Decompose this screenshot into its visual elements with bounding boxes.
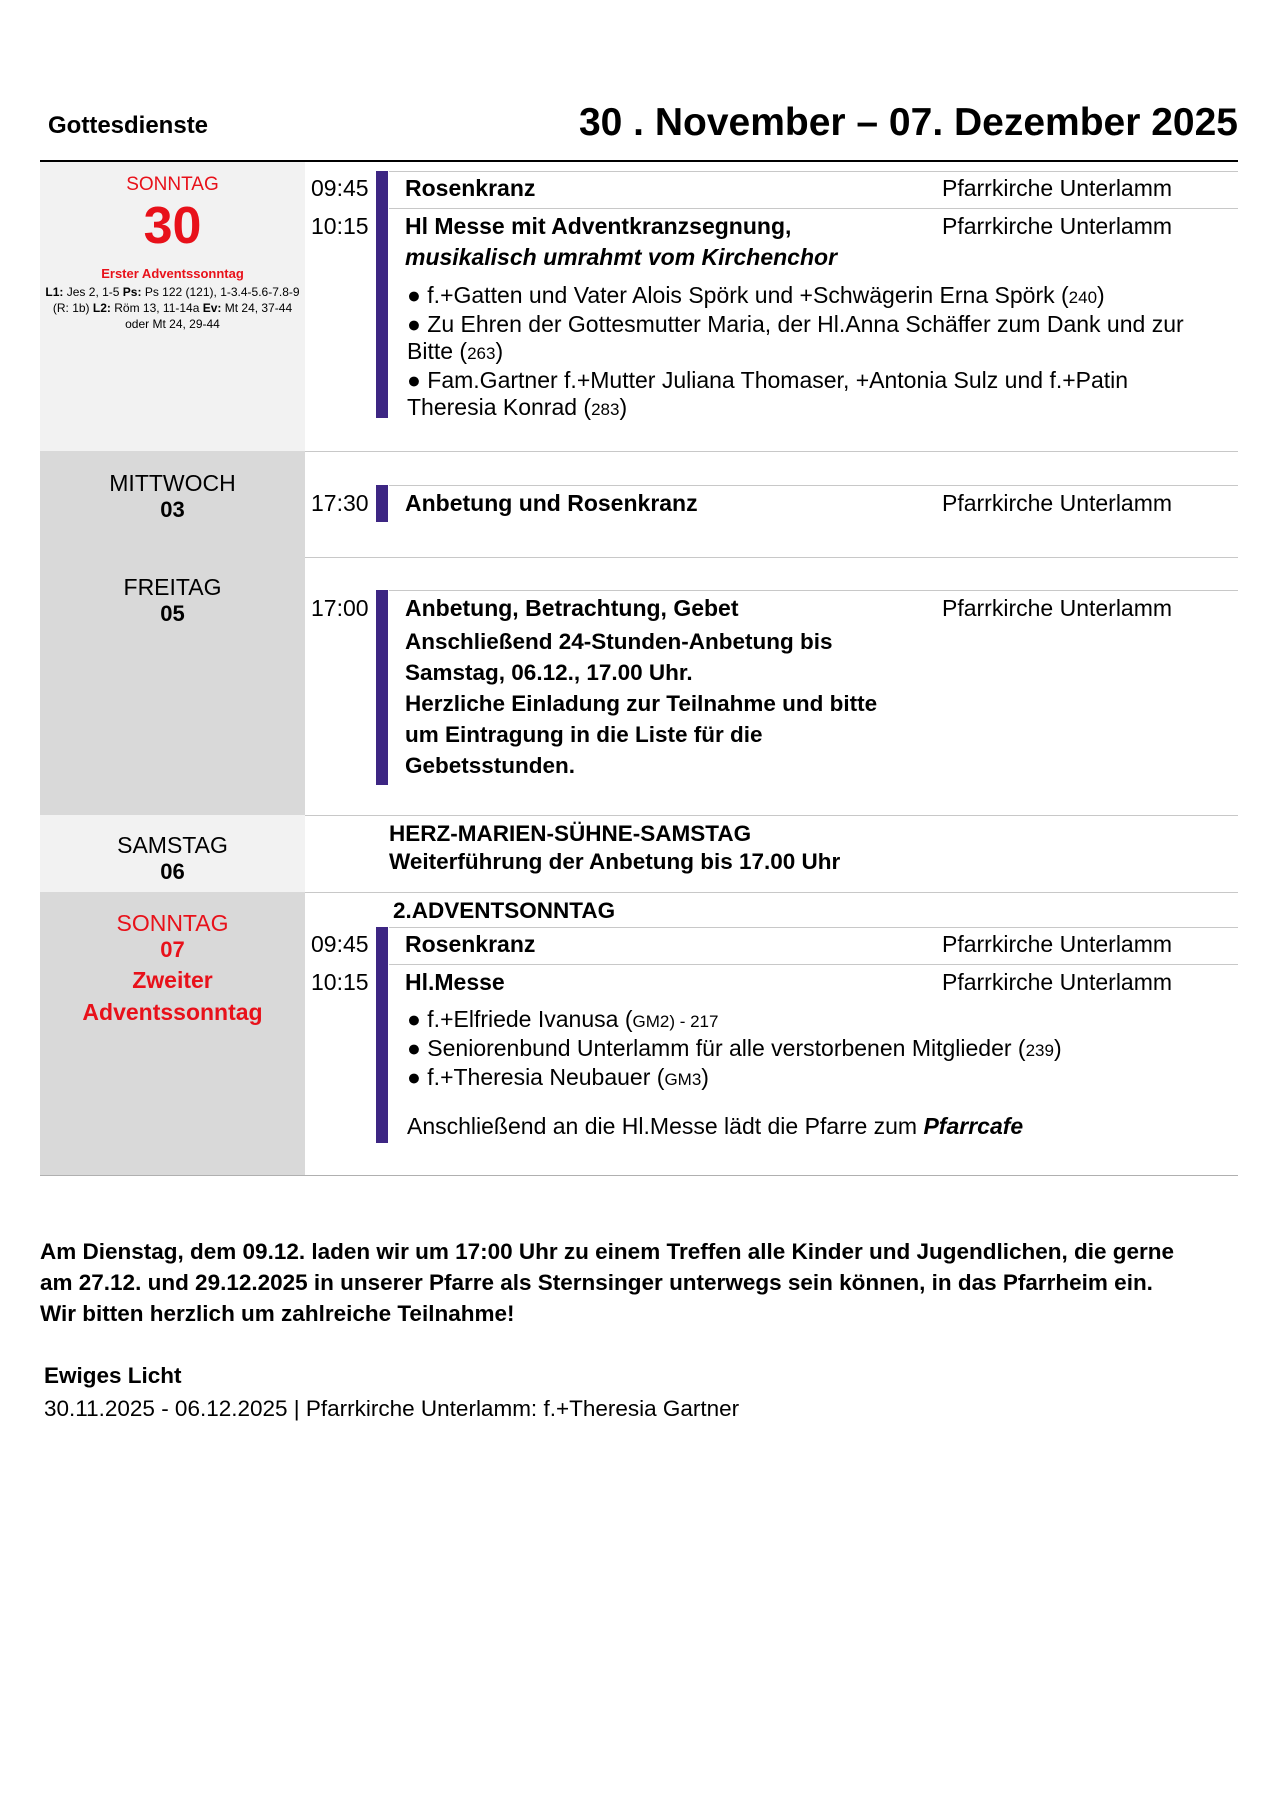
event-title: Hl.Messe [405, 969, 505, 995]
intention-item: ● f.+Elfriede Ivanusa (GM2) - 217 [407, 1006, 719, 1032]
date-range-title: 30 . November – 07. Dezember 2025 [578, 101, 1238, 144]
intention-item: ● f.+Gatten und Vater Alois Spörk und +Schwägerin Erna Spörk (240) [407, 282, 1105, 308]
weekday-label: FREITAG [123, 574, 222, 600]
event-title: Rosenkranz [405, 931, 536, 957]
event-place: Pfarrkirche Unterlamm [942, 213, 1173, 239]
day-number: 30 [143, 197, 202, 255]
intention-item: ● f.+Theresia Neubauer (GM3) [407, 1064, 709, 1090]
event-subtitle: musikalisch umrahmt vom Kirchenchor [405, 244, 838, 270]
feast-name: Zweiter [132, 967, 213, 993]
event-time: 10:15 [311, 213, 369, 239]
event-title: Hl Messe mit Adventkranzsegnung, [405, 213, 792, 239]
event-title: Rosenkranz [405, 175, 536, 201]
intention-item: ● Fam.Gartner f.+Mutter Juliana Thomaser, +Antonia Sulz und f.+Patin Theresia Konrad (283) [407, 367, 1129, 420]
weekday-label: MITTWOCH [109, 470, 236, 496]
event-time: 09:45 [311, 931, 369, 957]
eternal-light-text: 30.11.2025 - 06.12.2025 | Pfarrkirche Unterlamm: f.+Theresia Gartner [44, 1396, 740, 1421]
section-title: Gottesdienste [48, 112, 209, 139]
event-time: 10:15 [311, 969, 369, 995]
mass-intentions [407, 1006, 1222, 1093]
event-time: 09:45 [311, 175, 369, 201]
pfarrcafe-note: Anschließend an die Hl.Messe lädt die Pfarre zum Pfarrcafe [407, 1113, 1024, 1139]
event-details: Anschließend 24-Stunden-Anbetung bis Samstag, 06.12., 17.00 Uhr. Herzliche Einladung zur Teilnahme und bitte um Eintragung in die Liste für die Gebetsstunden. [405, 629, 878, 778]
announcement: Am Dienstag, dem 09.12. laden wir um 17:00 Uhr zu einem Treffen alle Kinder und Jugendlichen, die gerne am 27.12. und 29.12.2025 in unserer Pfarre als Sternsinger unterwegs sein können, in das Pfarrheim ein. Wir bitten herzlich um zahlreiche Teilnahme! [40, 1239, 1175, 1326]
event-place: Pfarrkirche Unterlamm [942, 969, 1173, 995]
event-title: Anbetung, Betrachtung, Gebet [405, 595, 739, 621]
event-time: 17:30 [311, 490, 369, 516]
feast-name: Erster Adventssonntag [101, 266, 244, 281]
event-bar [376, 171, 388, 418]
event-place: Pfarrkirche Unterlamm [942, 931, 1173, 957]
weekday-label: SAMSTAG [117, 832, 228, 858]
day-number: 03 [160, 497, 185, 522]
day-heading: 2.ADVENTSONNTAG [393, 898, 616, 923]
event-title: Anbetung und Rosenkranz [405, 490, 698, 516]
weekday-label: SONNTAG [116, 910, 229, 936]
eternal-light-title: Ewiges Licht [44, 1363, 182, 1388]
weekday-label: SONNTAG [126, 174, 219, 195]
event-place: Pfarrkirche Unterlamm [942, 175, 1173, 201]
event-bar [376, 590, 388, 785]
readings: L1: Jes 2, 1-5 Ps: Ps 122 (121), 1-3.4-5.6-7.8-9 (R: 1b) L2: Röm 13, 11-14a Ev: Mt 24, 37-44 oder Mt 24, 29-44 [45, 285, 300, 331]
day-number: 07 [160, 937, 185, 962]
event-place: Pfarrkirche Unterlamm [942, 490, 1173, 516]
mass-intentions [407, 282, 1222, 423]
event-place: Pfarrkirche Unterlamm [942, 595, 1173, 621]
day-heading: HERZ-MARIEN-SÜHNE-SAMSTAG [389, 821, 752, 846]
day-subheading: Weiterführung der Anbetung bis 17.00 Uhr [389, 849, 841, 874]
event-bar [376, 927, 388, 1143]
feast-name: Adventssonntag [82, 999, 263, 1025]
day-number: 05 [160, 601, 185, 626]
intention-item: ● Zu Ehren der Gottesmutter Maria, der Hl.Anna Schäffer zum Dank und zur Bitte (263) [407, 311, 1184, 364]
event-time: 17:00 [311, 595, 369, 621]
intention-item: ● Seniorenbund Unterlamm für alle verstorbenen Mitglieder (239) [407, 1035, 1062, 1061]
day-number: 06 [160, 859, 185, 884]
event-bar [376, 485, 388, 522]
